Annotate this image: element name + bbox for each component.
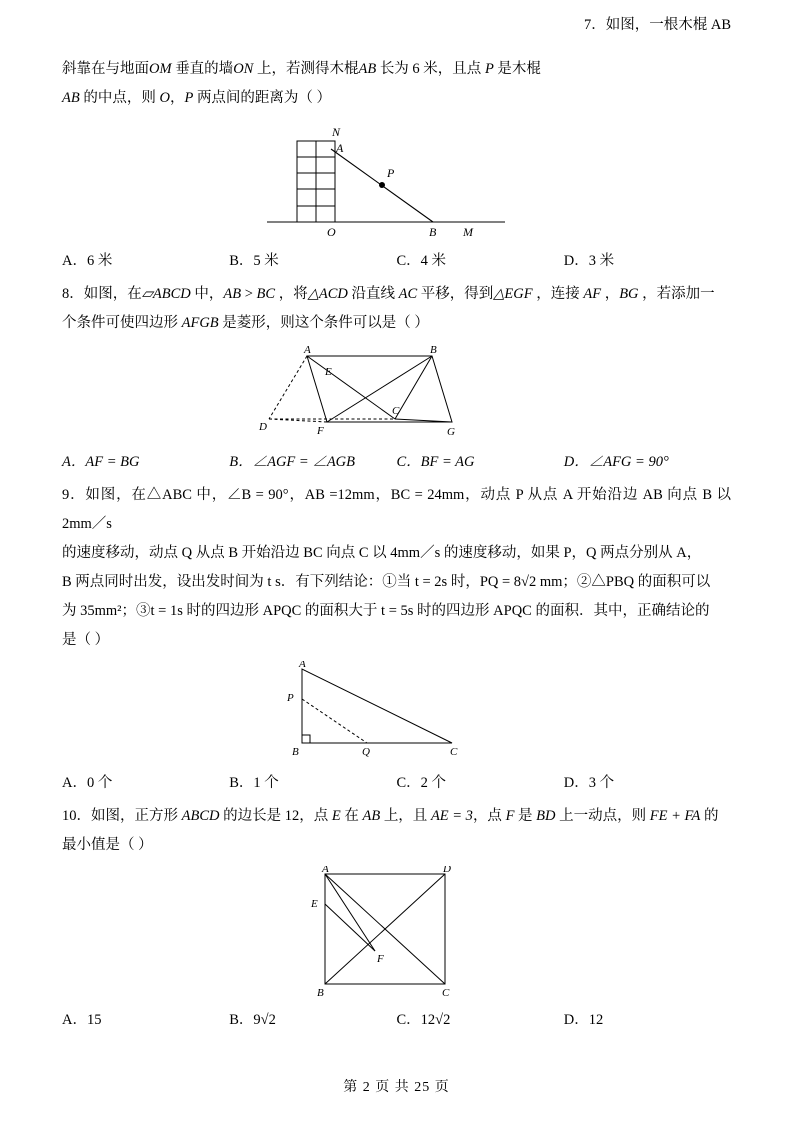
q10-choice-c[interactable]: C．12√2 [396, 1012, 451, 1029]
question-9-line-2: 的速度移动，动点 Q 从点 B 开始沿边 BC 向点 C 以 4mm／s 的速度移动，如果 P，Q 两点分别从 A， [62, 545, 702, 562]
q10-ae: AE = 3 [430, 808, 473, 825]
figure-10-svg [247, 866, 547, 998]
figure-8-label-E: E [324, 366, 332, 379]
q7-text-f: 的中点，则 [79, 90, 160, 107]
q7-text-a: 斜靠在与地面 [62, 61, 149, 78]
q7-ab: AB [358, 61, 377, 78]
q10-choice-b[interactable]: B．9√2 [229, 1012, 276, 1029]
q9-choice-a[interactable]: A．0 个 [62, 775, 113, 792]
figure-10-label-A: A [321, 866, 329, 876]
q8-text-g: ，连接 [532, 286, 584, 303]
q8-acd: △ACD [307, 286, 348, 303]
q7-text-h: 两点间的距离为（ ） [193, 90, 332, 107]
figure-9-label-Q: Q [361, 746, 370, 759]
figure-7-label-P: P [386, 166, 394, 181]
question-10-line-1 [62, 802, 731, 831]
q8-choice-d[interactable]: D．∠AFG = 90° [563, 454, 669, 471]
q10-ab: AB [362, 808, 381, 825]
q7-choice-b[interactable]: B．5 米 [229, 253, 279, 270]
figure-8-label-G: G [446, 426, 455, 439]
question-8-figure [62, 344, 731, 440]
q7-om: OM [149, 61, 172, 78]
question-8-line-1 [62, 280, 731, 309]
question-9-line-3: B 两点同时出发，设出发时间为 t s．有下列结论：①当 t = 2s 时，PQ = 8√2 mm；②△PBQ 的面积可以 [62, 574, 711, 591]
q9-choice-b[interactable]: B．1 个 [229, 775, 279, 792]
question-9-line-4: 为 35mm²；③t = 1s 时的四边形 APQC 的面积大于 t = 5s 时的四边形 APQC 的面积．其中，正确结论的 [62, 603, 710, 620]
figure-9-label-A: A [298, 661, 306, 671]
q10-e: E [331, 808, 341, 825]
q8-abcd: ▱ABCD [141, 286, 191, 303]
q10-text-a: 10．如图，正方形 [62, 808, 182, 825]
q8-ac: AC [398, 286, 418, 303]
q7-text-d: 长为 6 米，且点 [376, 61, 485, 78]
question-10-line-2: 最小值是（ ） [62, 837, 153, 854]
q7-o: O [159, 90, 170, 107]
q10-fefa: FE + FA [649, 808, 701, 825]
figure-7-label-M: M [462, 225, 473, 240]
figure-10-label-D: D [442, 866, 451, 876]
q8-text-d: ，将 [275, 286, 308, 303]
q8-text-e: 沿直线 [347, 286, 399, 303]
q8-text-b: 中， [190, 286, 224, 303]
q8-afgb: AFGB [181, 315, 219, 332]
q7-choice-a[interactable]: A．6 米 [62, 253, 113, 270]
q8-text-c: > [241, 286, 257, 303]
figure-7-label-B: B [428, 225, 436, 240]
q8-choice-c[interactable]: C．BF = AG [396, 454, 475, 471]
q10-text-e: ，点 [472, 808, 506, 825]
figure-7-label-N: N [331, 125, 340, 140]
q9-choice-d[interactable]: D．3 个 [563, 775, 615, 792]
question-9-line-5: 是（ ） [62, 632, 110, 649]
figure-10-label-E: E [310, 898, 318, 911]
q8-text-a: 8．如图，在 [62, 286, 142, 303]
q8-text-k: 是菱形，则这个条件可以是（ ） [218, 315, 429, 332]
q8-bc: BC [256, 286, 276, 303]
q10-text-h: 的 [700, 808, 719, 825]
question-7-header-text: 7．如图，一根木棍 AB [583, 17, 731, 33]
figure-9-label-P: P [286, 692, 294, 705]
q10-text-c: 在 [340, 808, 363, 825]
question-7-block [62, 55, 731, 113]
figure-8-label-D: D [258, 421, 267, 434]
figure-9-svg [247, 661, 547, 761]
question-7-figure [62, 119, 731, 239]
q8-bg: BG [619, 286, 639, 303]
figure-10-label-C: C [441, 987, 449, 999]
q8-text-h: ， [601, 286, 620, 303]
q7-choice-c[interactable]: C．4 米 [396, 253, 447, 270]
question-7-line-2 [62, 84, 731, 113]
figure-7-svg [247, 119, 547, 239]
figure-8-label-B: B [429, 344, 437, 357]
q7-text-b: 垂直的墙 [171, 61, 234, 78]
question-7-choices [62, 249, 731, 270]
q8-choice-a[interactable]: A．AF = BG [62, 454, 140, 471]
figure-9-label-C: C [449, 746, 457, 759]
q9-choice-c[interactable]: C．2 个 [396, 775, 447, 792]
q8-text-i: ，若添加一 [638, 286, 715, 303]
figure-8-label-C: C [391, 405, 399, 418]
q10-text-f: 是 [514, 808, 537, 825]
figure-7-label-O: O [326, 225, 336, 240]
figure-8-svg [247, 344, 547, 440]
q8-choice-b[interactable]: B．∠AGF = ∠AGB [229, 454, 356, 471]
q10-bd: BD [536, 808, 556, 825]
q7-text-e: 是木棍 [493, 61, 541, 78]
question-10-block [62, 802, 731, 860]
question-9-choices [62, 771, 731, 792]
q8-af: AF [583, 286, 602, 303]
question-8-choices [62, 450, 731, 471]
question-9-block [62, 481, 731, 655]
q10-choice-a[interactable]: A．15 [62, 1012, 102, 1029]
question-7-line-1 [62, 55, 731, 84]
q8-egf: △EGF [493, 286, 533, 303]
question-10-figure [62, 866, 731, 998]
q7-on: ON [233, 61, 254, 78]
figure-10-label-F: F [376, 953, 384, 966]
q10-text-b: 的边长是 12，点 [219, 808, 332, 825]
question-8-line-2 [62, 309, 731, 338]
q7-ab-2: AB [62, 90, 80, 107]
q7-p: P [484, 61, 494, 78]
figure-9-label-B: B [291, 746, 299, 759]
figure-10-label-B: B [316, 987, 324, 999]
page-footer: 第 2 页 共 25 页 [343, 1080, 450, 1095]
question-7-header [62, 0, 731, 37]
q10-choice-d[interactable]: D．12 [563, 1012, 604, 1029]
q7-p-2: P [184, 90, 194, 107]
q10-f: F [505, 808, 515, 825]
q10-text-d: 上，且 [380, 808, 431, 825]
figure-8-label-A: A [303, 344, 311, 357]
q8-ab: AB [223, 286, 242, 303]
question-9-figure [62, 661, 731, 761]
figure-8-label-F: F [316, 425, 324, 438]
question-9-line-1: 9．如图，在△ABC 中，∠B = 90°，AB =12mm，BC = 24mm，动点 P 从点 A 开始沿边 AB 向点 B 以 2mm／s [62, 487, 731, 533]
q8-text-f: 平移，得到 [417, 286, 494, 303]
q7-text-c: 上，若测得木棍 [253, 61, 359, 78]
question-10-choices [62, 1008, 731, 1029]
question-8-block [62, 280, 731, 338]
q8-text-j: 个条件可使四边形 [62, 315, 182, 332]
figure-7-label-A: A [335, 141, 343, 156]
q7-text-g: ， [169, 90, 185, 107]
q7-choice-d[interactable]: D．3 米 [563, 253, 615, 270]
q10-abcd: ABCD [181, 808, 220, 825]
q10-text-g: 上一动点，则 [555, 808, 650, 825]
